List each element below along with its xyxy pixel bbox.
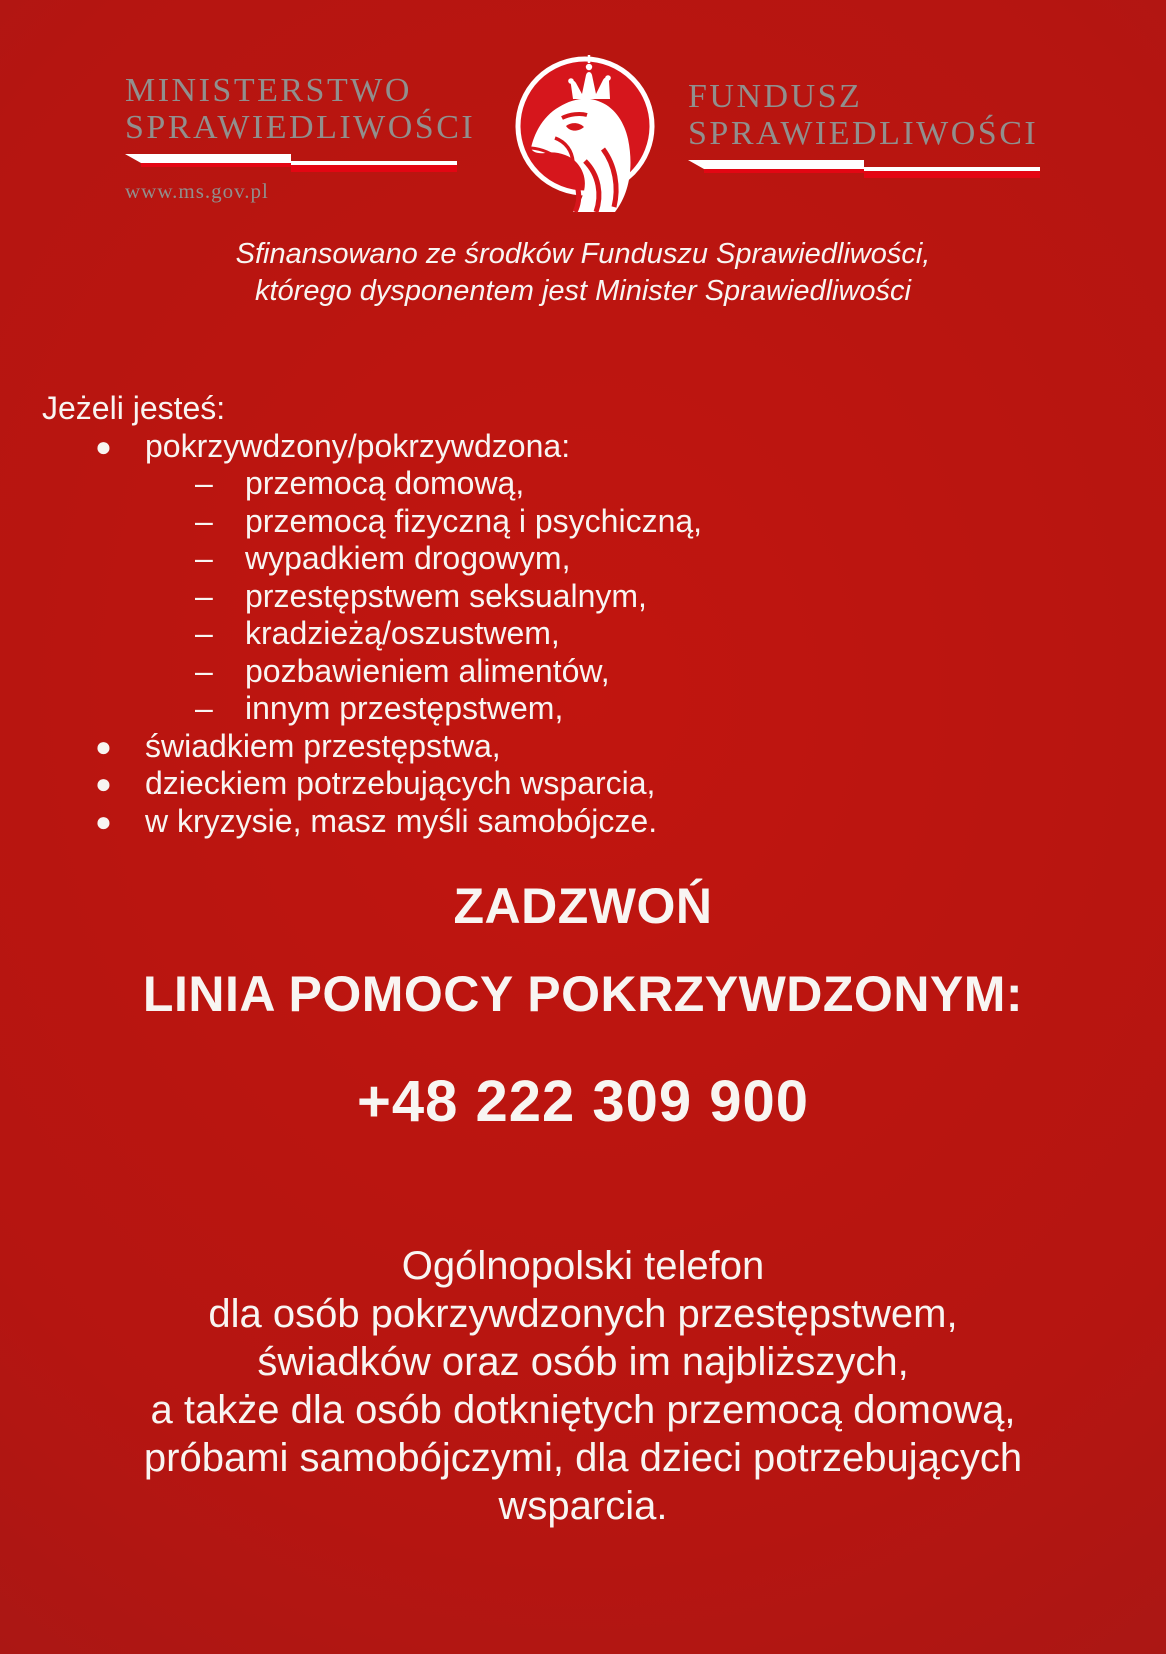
fund-logo-line1: FUNDUSZ — [688, 78, 863, 115]
footer-description — [0, 1242, 1166, 1530]
dash-marker: – — [195, 577, 213, 614]
dash-marker: – — [195, 690, 213, 726]
list-item-label: w kryzysie, masz myśli samobójcze. — [145, 802, 658, 839]
flag-red-bar — [141, 163, 291, 167]
footer-line: wsparcia. — [498, 1484, 668, 1528]
list-subitem-label: przemocą fizyczną i psychiczną, — [245, 502, 703, 539]
fund-flag-stripe — [688, 160, 1040, 178]
ministry-flag-stripe — [125, 154, 457, 172]
flag-white-bar — [688, 160, 864, 169]
ministry-logo-line1: MINISTERSTWO — [125, 72, 412, 109]
footer-line: Ogólnopolski telefon — [401, 1244, 765, 1288]
list-item — [0, 428, 1166, 466]
list-subitem-label: kradzieżą/oszustwem, — [245, 615, 560, 651]
footer-line: próbami samobójczymi, dla dzieci potrzebujących — [143, 1436, 1023, 1480]
call-to-action-heading: ZADZWOŃ — [453, 878, 713, 934]
list-subitem-label: przestępstwem seksualnym, — [245, 577, 647, 614]
fund-logo — [688, 78, 1048, 178]
helpline-heading: LINIA POMOCY POKRZYWDZONYM: — [142, 966, 1024, 1022]
bullet-marker: ● — [95, 730, 112, 762]
list-subitem — [0, 503, 1166, 541]
footer-line: a także dla osób dotkniętych przemocą domową, — [150, 1388, 1016, 1432]
list-subitem-label: pozbawieniem alimentów, — [245, 652, 610, 689]
funding-note-line1: Sfinansowano ze środków Funduszu Sprawiedliwości, — [235, 238, 931, 270]
ministry-logo-line2: SPRAWIEDLIWOŚCI — [125, 109, 476, 146]
dash-marker: – — [195, 540, 213, 576]
ministry-logo — [125, 72, 476, 204]
footer-line: świadków oraz osób im najbliższych, — [257, 1340, 909, 1384]
list-item-label: świadkiem przestępstwa, — [145, 727, 501, 764]
bullet-marker: ● — [95, 430, 112, 462]
conditions-intro: Jeżeli jesteś: — [42, 390, 226, 426]
fund-logo-text — [688, 78, 1048, 152]
ministry-logo-text — [125, 72, 476, 146]
list-item — [0, 728, 1166, 766]
flag-red-bar — [704, 169, 864, 173]
ministry-url: www.ms.gov.pl — [125, 179, 269, 203]
bullet-marker: ● — [95, 768, 112, 799]
list-item — [0, 765, 1166, 803]
dash-marker: – — [195, 502, 213, 539]
funding-note — [0, 220, 1166, 310]
flag-red-bar — [864, 171, 1040, 178]
list-subitem — [0, 690, 1166, 728]
conditions-list — [0, 390, 1166, 840]
phone-number: +48 222 309 900 — [356, 1069, 810, 1134]
list-subitem — [0, 653, 1166, 691]
dash-marker: – — [195, 465, 213, 501]
list-subitem — [0, 465, 1166, 503]
funding-note-line2: którego dysponentem jest Minister Sprawiedliwości — [254, 275, 911, 307]
flag-red-bar — [291, 165, 457, 172]
list-subitem — [0, 578, 1166, 616]
dash-marker: – — [195, 652, 213, 689]
header — [0, 0, 1166, 220]
flag-white-bar — [125, 154, 291, 163]
dash-marker: – — [195, 615, 213, 651]
list-item-label: dzieckiem potrzebujących wsparcia, — [145, 765, 656, 801]
list-item — [0, 803, 1166, 841]
fund-logo-line2: SPRAWIEDLIWOŚCI — [688, 115, 1039, 152]
bullet-marker: ● — [95, 805, 112, 837]
list-subitem — [0, 615, 1166, 653]
list-subitem-label: innym przestępstwem, — [245, 690, 564, 726]
list-item-label: pokrzywdzony/pokrzywdzona: — [145, 427, 571, 464]
crowned-eagle-emblem-icon — [510, 48, 660, 214]
list-subitem-label: przemocą domową, — [245, 465, 525, 501]
list-subitem-label: wypadkiem drogowym, — [245, 540, 571, 576]
list-subitem — [0, 540, 1166, 578]
footer-line: dla osób pokrzywdzonych przestępstwem, — [208, 1292, 958, 1336]
